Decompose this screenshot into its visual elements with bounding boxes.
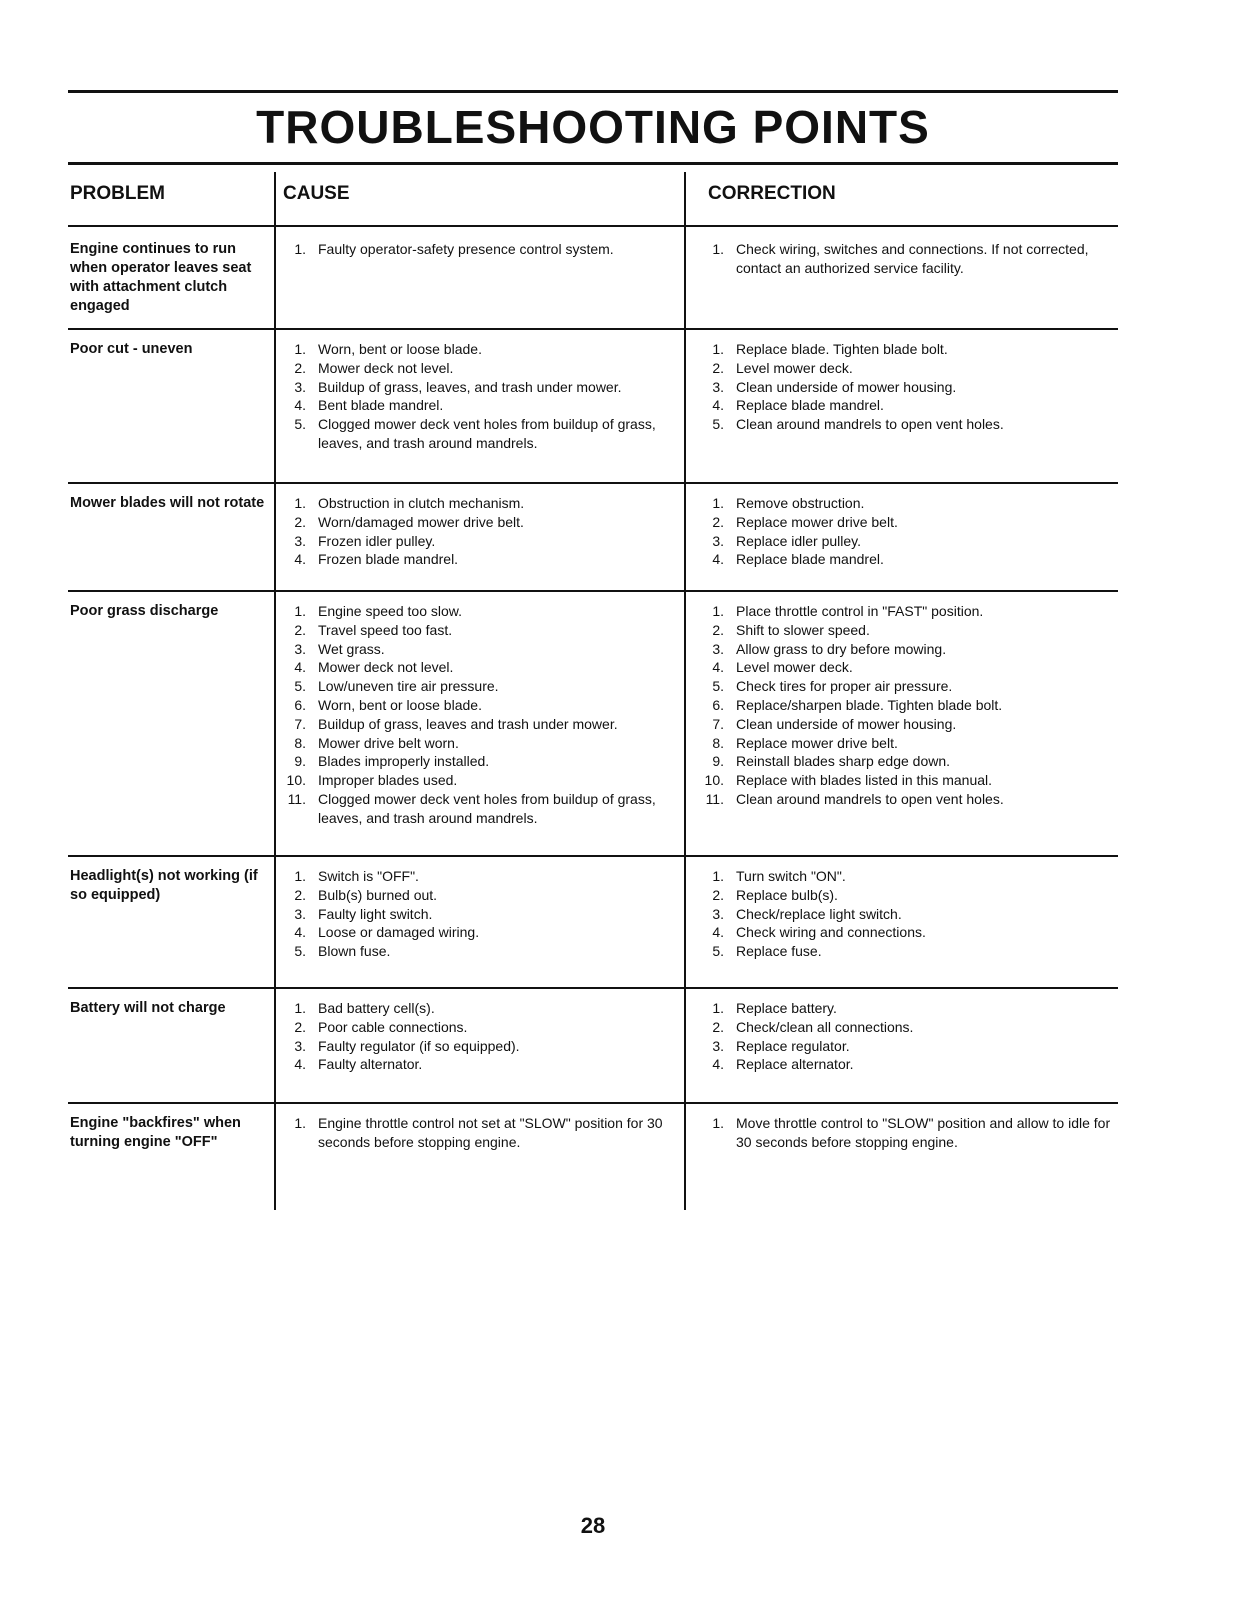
cause-item bbox=[284, 621, 679, 640]
correction-text: Replace alternator. bbox=[736, 1056, 854, 1073]
correction-item bbox=[702, 658, 1114, 677]
cause-text: Clogged mower deck vent holes from buildup of grass, leaves, and trash around mandrels. bbox=[318, 416, 656, 451]
correction-text: Shift to slower speed. bbox=[736, 621, 870, 638]
correction-text: Level mower deck. bbox=[736, 359, 853, 376]
correction-number: 2. bbox=[712, 359, 724, 376]
correction-item bbox=[702, 1114, 1114, 1152]
cause-text: Mower drive belt worn. bbox=[318, 734, 459, 751]
top-rule bbox=[68, 90, 1118, 93]
correction-list bbox=[702, 494, 1114, 569]
cause-list bbox=[284, 602, 679, 828]
cause-item bbox=[284, 532, 679, 551]
cause-text: Clogged mower deck vent holes from buildup of grass, leaves, and trash around mandrels. bbox=[318, 790, 656, 826]
correction-item bbox=[702, 513, 1114, 532]
correction-text: Replace regulator. bbox=[736, 1037, 850, 1054]
cause-text: Travel speed too fast. bbox=[318, 621, 453, 638]
correction-number: 4. bbox=[712, 659, 724, 676]
correction-text: Place throttle control in "FAST" position. bbox=[736, 603, 984, 619]
row-separator bbox=[68, 482, 1118, 484]
cause-text: Buildup of grass, leaves and trash under mower. bbox=[318, 715, 618, 732]
correction-item bbox=[702, 640, 1114, 659]
cause-number: 2. bbox=[294, 1018, 306, 1035]
correction-text: Replace blade. Tighten blade bolt. bbox=[736, 341, 948, 357]
cause-number: 1. bbox=[294, 341, 306, 357]
row-separator bbox=[68, 1102, 1118, 1104]
correction-item bbox=[702, 602, 1114, 621]
cause-item bbox=[284, 240, 679, 259]
correction-number: 3. bbox=[712, 1037, 724, 1054]
cause-text: Obstruction in clutch mechanism. bbox=[318, 495, 525, 511]
cause-text: Blades improperly installed. bbox=[318, 753, 490, 770]
cause-number: 5. bbox=[294, 416, 306, 433]
correction-number: 6. bbox=[712, 696, 724, 713]
cause-number: 4. bbox=[294, 551, 306, 568]
cause-text: Worn, bent or loose blade. bbox=[318, 341, 482, 357]
cause-item bbox=[284, 886, 679, 905]
page-number: 28 bbox=[580, 1513, 606, 1538]
correction-list bbox=[702, 999, 1114, 1074]
correction-number: 3. bbox=[712, 532, 724, 549]
correction-item bbox=[702, 790, 1114, 809]
problem-text: Engine continues to run when operator leaves seat with attachment clutch engaged bbox=[70, 241, 252, 314]
correction-number: 5. bbox=[712, 678, 724, 695]
cause-number: 4. bbox=[294, 659, 306, 676]
correction-number: 3. bbox=[712, 640, 724, 657]
cause-text: Bad battery cell(s). bbox=[318, 1000, 435, 1016]
correction-item bbox=[702, 1055, 1114, 1074]
correction-text: Replace fuse. bbox=[736, 943, 822, 960]
cause-number: 1. bbox=[294, 1115, 306, 1131]
cause-item bbox=[284, 677, 679, 696]
cause-text: Mower deck not level. bbox=[318, 659, 454, 676]
cause-text: Worn, bent or loose blade. bbox=[318, 696, 482, 713]
row-separator bbox=[68, 590, 1118, 592]
correction-text: Check tires for proper air pressure. bbox=[736, 678, 953, 695]
cause-item bbox=[284, 1037, 679, 1056]
correction-list bbox=[702, 340, 1114, 434]
cause-item bbox=[284, 1055, 679, 1074]
correction-number: 1. bbox=[712, 341, 724, 357]
cause-item bbox=[284, 867, 679, 886]
correction-column-header: CORRECTION bbox=[708, 183, 836, 204]
cause-text: Loose or damaged wiring. bbox=[318, 924, 480, 941]
cause-item bbox=[284, 359, 679, 378]
correction-text: Move throttle control to "SLOW" position and allow to idle for 30 seconds before stopping engine. bbox=[736, 1115, 1111, 1150]
cause-number: 2. bbox=[294, 513, 306, 530]
cause-text: Wet grass. bbox=[318, 640, 385, 657]
cause-text: Frozen idler pulley. bbox=[318, 532, 436, 549]
correction-item bbox=[702, 415, 1114, 434]
correction-text: Replace with blades listed in this manual. bbox=[736, 772, 993, 789]
cause-text: Switch is "OFF". bbox=[318, 868, 419, 884]
correction-item bbox=[702, 396, 1114, 415]
correction-item bbox=[702, 752, 1114, 771]
cause-number: 1. bbox=[294, 868, 306, 884]
cause-item bbox=[284, 923, 679, 942]
cause-item bbox=[284, 942, 679, 961]
correction-item bbox=[702, 942, 1114, 961]
cause-number: 6. bbox=[294, 696, 306, 713]
correction-number: 2. bbox=[712, 1018, 724, 1035]
correction-item bbox=[702, 532, 1114, 551]
correction-item bbox=[702, 1037, 1114, 1056]
correction-item bbox=[702, 1018, 1114, 1037]
correction-number: 4. bbox=[712, 551, 724, 568]
cause-item bbox=[284, 340, 679, 359]
correction-number: 4. bbox=[712, 924, 724, 941]
correction-number: 1. bbox=[712, 868, 724, 884]
header-rule bbox=[68, 225, 1118, 227]
correction-number: 1. bbox=[712, 1115, 724, 1131]
cause-text: Faulty operator-safety presence control system. bbox=[318, 241, 614, 257]
cause-number: 8. bbox=[294, 734, 306, 751]
correction-number: 8. bbox=[712, 734, 724, 751]
correction-text: Clean underside of mower housing. bbox=[736, 715, 957, 732]
problem-text: Mower blades will not rotate bbox=[70, 495, 265, 511]
cause-list bbox=[284, 999, 679, 1074]
cause-number: 5. bbox=[294, 943, 306, 960]
correction-text: Replace battery. bbox=[736, 1000, 837, 1016]
cause-text: Poor cable connections. bbox=[318, 1018, 468, 1035]
correction-item bbox=[702, 771, 1114, 790]
correction-item bbox=[702, 923, 1114, 942]
correction-number: 2. bbox=[712, 886, 724, 903]
cause-list bbox=[284, 494, 679, 569]
cause-item bbox=[284, 790, 679, 828]
problem-text: Poor grass discharge bbox=[70, 603, 219, 619]
cause-column-header: CAUSE bbox=[283, 183, 350, 204]
cause-number: 1. bbox=[294, 1000, 306, 1016]
cause-number: 1. bbox=[294, 241, 306, 257]
problem-text: Headlight(s) not working (if so equipped) bbox=[70, 868, 258, 903]
cause-number: 4. bbox=[294, 1056, 306, 1073]
cause-item bbox=[284, 771, 679, 790]
correction-item bbox=[702, 886, 1114, 905]
cause-number: 4. bbox=[294, 924, 306, 941]
correction-number: 4. bbox=[712, 397, 724, 414]
cause-item bbox=[284, 999, 679, 1018]
cause-text: Worn/damaged mower drive belt. bbox=[318, 513, 524, 530]
problem-text: Engine "backfires" when turning engine "OFF" bbox=[70, 1115, 241, 1150]
correction-number: 3. bbox=[712, 905, 724, 922]
correction-number: 1. bbox=[712, 241, 724, 257]
correction-number: 2. bbox=[712, 513, 724, 530]
cause-text: Improper blades used. bbox=[318, 772, 458, 789]
cause-number: 1. bbox=[294, 603, 306, 619]
correction-item bbox=[702, 677, 1114, 696]
correction-item bbox=[702, 340, 1114, 359]
cause-number: 3. bbox=[294, 378, 306, 395]
correction-number: 1. bbox=[712, 495, 724, 511]
cause-number: 3. bbox=[294, 532, 306, 549]
correction-text: Clean underside of mower housing. bbox=[736, 378, 957, 395]
cause-list bbox=[284, 240, 679, 259]
cause-text: Faulty regulator (if so equipped). bbox=[318, 1037, 520, 1054]
correction-text: Replace idler pulley. bbox=[736, 532, 862, 549]
correction-number: 5. bbox=[712, 416, 724, 433]
correction-text: Check wiring, switches and connections. If not corrected, contact an authorized service facility. bbox=[736, 241, 1089, 276]
cause-text: Frozen blade mandrel. bbox=[318, 551, 459, 568]
cause-item bbox=[284, 752, 679, 771]
correction-number: 9. bbox=[712, 753, 724, 770]
correction-text: Replace mower drive belt. bbox=[736, 513, 898, 530]
correction-number: 1. bbox=[712, 603, 724, 619]
correction-item bbox=[702, 240, 1114, 278]
cause-number: 1. bbox=[294, 495, 306, 511]
cause-text: Low/uneven tire air pressure. bbox=[318, 678, 499, 695]
cause-item bbox=[284, 715, 679, 734]
cause-text: Bulb(s) burned out. bbox=[318, 886, 438, 903]
cause-number: 2. bbox=[294, 621, 306, 638]
problem-column-header: PROBLEM bbox=[70, 183, 165, 204]
cause-number: 2. bbox=[294, 886, 306, 903]
cause-item bbox=[284, 734, 679, 753]
manual-page bbox=[68, 0, 1118, 1605]
correction-number: 3. bbox=[712, 378, 724, 395]
cause-item bbox=[284, 550, 679, 569]
correction-list bbox=[702, 867, 1114, 961]
cause-number: 3. bbox=[294, 640, 306, 657]
cause-text: Engine throttle control not set at "SLOW" position for 30 seconds before stopping engine. bbox=[318, 1115, 663, 1150]
correction-item bbox=[702, 867, 1114, 886]
cause-text: Mower deck not level. bbox=[318, 359, 454, 376]
correction-number: 10. bbox=[704, 772, 724, 789]
correction-text: Clean around mandrels to open vent holes. bbox=[736, 790, 1004, 807]
cause-item bbox=[284, 415, 679, 453]
cause-item bbox=[284, 696, 679, 715]
correction-item bbox=[702, 999, 1114, 1018]
correction-text: Replace mower drive belt. bbox=[736, 734, 898, 751]
cause-number: 9. bbox=[294, 753, 306, 770]
cause-item bbox=[284, 1114, 679, 1152]
cause-item bbox=[284, 640, 679, 659]
correction-item bbox=[702, 378, 1114, 397]
cause-item bbox=[284, 378, 679, 397]
correction-item bbox=[702, 696, 1114, 715]
cause-item bbox=[284, 658, 679, 677]
correction-text: Check wiring and connections. bbox=[736, 924, 926, 941]
correction-item bbox=[702, 359, 1114, 378]
cause-item bbox=[284, 494, 679, 513]
correction-number: 1. bbox=[712, 1000, 724, 1016]
title-rule bbox=[68, 162, 1118, 165]
cause-item bbox=[284, 602, 679, 621]
correction-text: Replace/sharpen blade. Tighten blade bolt. bbox=[736, 696, 1003, 713]
correction-text: Clean around mandrels to open vent holes. bbox=[736, 416, 1004, 433]
correction-number: 2. bbox=[712, 621, 724, 638]
row-separator bbox=[68, 855, 1118, 857]
cause-number: 5. bbox=[294, 678, 306, 695]
problem-text: Poor cut - uneven bbox=[70, 341, 193, 357]
cause-number: 10. bbox=[286, 772, 306, 789]
correction-text: Allow grass to dry before mowing. bbox=[736, 640, 947, 657]
correction-text: Turn switch "ON". bbox=[736, 868, 846, 884]
correction-text: Check/replace light switch. bbox=[736, 905, 902, 922]
cause-list bbox=[284, 1114, 679, 1152]
problem-text: Battery will not charge bbox=[70, 1000, 226, 1016]
cause-text: Blown fuse. bbox=[318, 943, 391, 960]
correction-item bbox=[702, 494, 1114, 513]
correction-item bbox=[702, 734, 1114, 753]
correction-number: 5. bbox=[712, 943, 724, 960]
page-title: TROUBLESHOOTING POINTS bbox=[256, 101, 930, 153]
cause-text: Engine speed too slow. bbox=[318, 603, 462, 619]
correction-item bbox=[702, 621, 1114, 640]
correction-item bbox=[702, 905, 1114, 924]
correction-list bbox=[702, 240, 1114, 278]
cause-number: 4. bbox=[294, 397, 306, 414]
cause-text: Faulty alternator. bbox=[318, 1056, 423, 1073]
cause-number: 3. bbox=[294, 905, 306, 922]
cause-item bbox=[284, 905, 679, 924]
cause-number: 11. bbox=[287, 790, 306, 807]
correction-number: 4. bbox=[712, 1056, 724, 1073]
correction-text: Check/clean all connections. bbox=[736, 1018, 914, 1035]
cause-item bbox=[284, 1018, 679, 1037]
correction-text: Level mower deck. bbox=[736, 659, 853, 676]
cause-list bbox=[284, 867, 679, 961]
cause-list bbox=[284, 340, 679, 453]
cause-number: 2. bbox=[294, 359, 306, 376]
correction-text: Replace bulb(s). bbox=[736, 886, 838, 903]
correction-number: 7. bbox=[712, 715, 724, 732]
cause-item bbox=[284, 513, 679, 532]
correction-text: Replace blade mandrel. bbox=[736, 397, 884, 414]
correction-item bbox=[702, 550, 1114, 569]
correction-text: Remove obstruction. bbox=[736, 495, 865, 511]
correction-number: 11. bbox=[705, 790, 724, 807]
cause-text: Buildup of grass, leaves, and trash under mower. bbox=[318, 378, 622, 395]
cause-text: Faulty light switch. bbox=[318, 905, 433, 922]
correction-text: Replace blade mandrel. bbox=[736, 551, 884, 568]
row-separator bbox=[68, 328, 1118, 330]
correction-list bbox=[702, 602, 1114, 809]
cause-number: 3. bbox=[294, 1037, 306, 1054]
correction-text: Reinstall blades sharp edge down. bbox=[736, 753, 951, 770]
correction-list bbox=[702, 1114, 1114, 1152]
row-separator bbox=[68, 987, 1118, 989]
cause-number: 7. bbox=[294, 715, 306, 732]
cause-item bbox=[284, 396, 679, 415]
correction-item bbox=[702, 715, 1114, 734]
cause-text: Bent blade mandrel. bbox=[318, 397, 444, 414]
